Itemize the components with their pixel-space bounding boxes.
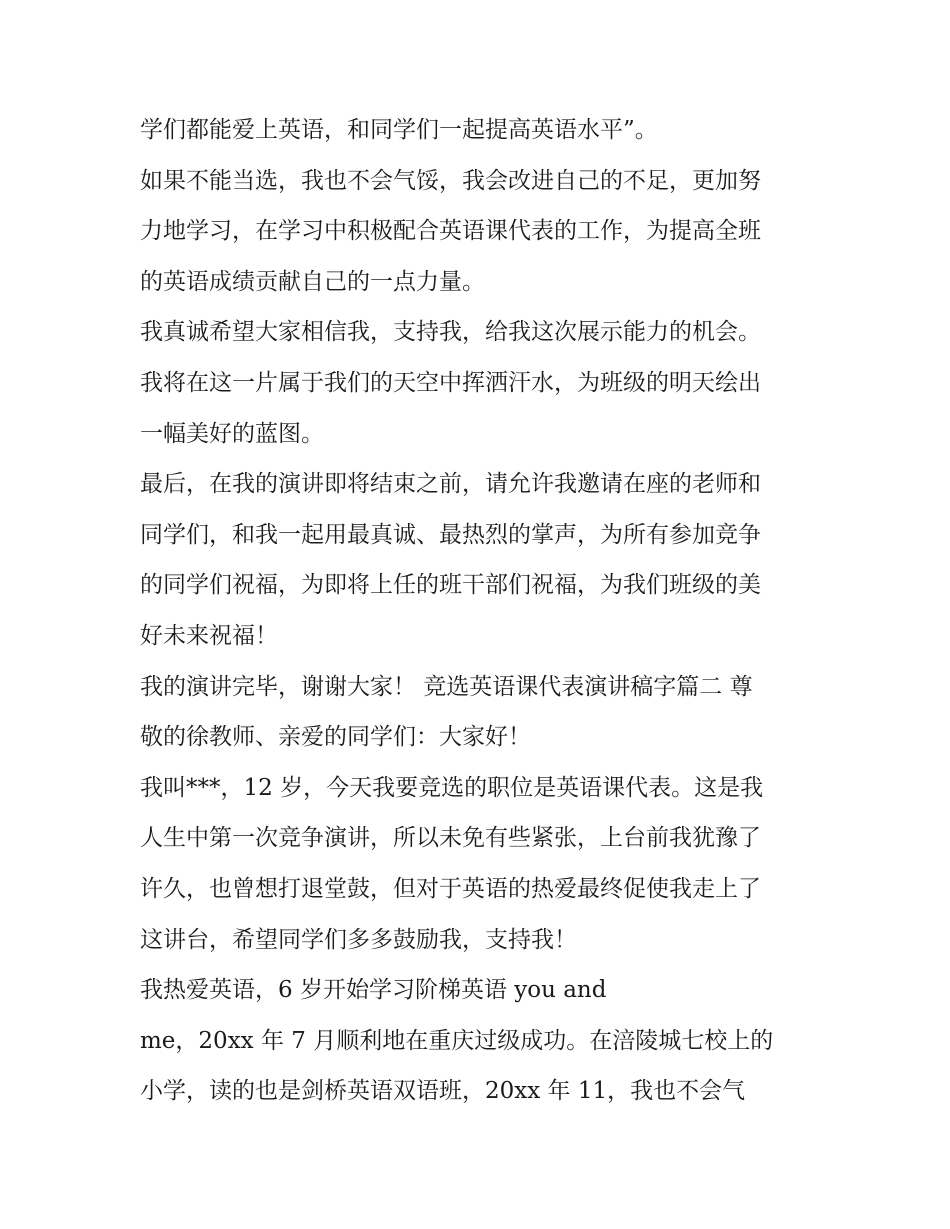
text-line: 一幅美好的蓝图。 (140, 420, 324, 447)
text-line: 人生中第一次竞争演讲，所以未免有些紧张，上台前我犹豫了 (140, 825, 761, 852)
document-body (140, 105, 820, 1117)
text-line: 小学，读的也是剑桥英语双语班，20xx 年 11，我也不会气 (140, 1078, 746, 1105)
text-line: 敬的徐教师、亲爱的同学们：大家好！ (140, 724, 531, 751)
text-line: 我叫***，12 岁，今天我要竞选的职位是英语课代表。这是我 (140, 774, 764, 801)
text-line: 我的演讲完毕，谢谢大家！ 竞选英语课代表演讲稿字篇二 尊 (140, 673, 753, 700)
text-line: 的英语成绩贡献自己的一点力量。 (140, 268, 485, 295)
text-line: 好未来祝福！ (140, 622, 278, 649)
text-line: 最后，在我的演讲即将结束之前，请允许我邀请在座的老师和 (140, 471, 761, 498)
text-line: 力地学习，在学习中积极配合英语课代表的工作，为提高全班 (140, 218, 761, 245)
text-line: 这讲台，希望同学们多多鼓励我，支持我！ (140, 926, 577, 953)
text-line: me，20xx 年 7 月顺利地在重庆过级成功。在涪陵城七校上的 (140, 1027, 774, 1054)
text-line: 许久，也曾想打退堂鼓，但对于英语的热爱最终促使我走上了 (140, 875, 761, 902)
text-line: 我热爱英语，6 岁开始学习阶梯英语 you and (140, 977, 607, 1004)
text-line: 同学们，和我一起用最真诚、最热烈的掌声，为所有参加竞争 (140, 521, 761, 548)
text-line: 如果不能当选，我也不会气馁，我会改进自己的不足，更加努 (140, 167, 761, 194)
text-line: 的同学们祝福，为即将上任的班干部们祝福，为我们班级的美 (140, 572, 761, 599)
text-line: 我将在这一片属于我们的天空中挥洒汗水，为班级的明天绘出 (140, 369, 761, 396)
text-line: 学们都能爱上英语，和同学们一起提高英语水平”。 (140, 117, 658, 143)
text-line: 我真诚希望大家相信我，支持我，给我这次展示能力的机会。 (140, 319, 761, 346)
